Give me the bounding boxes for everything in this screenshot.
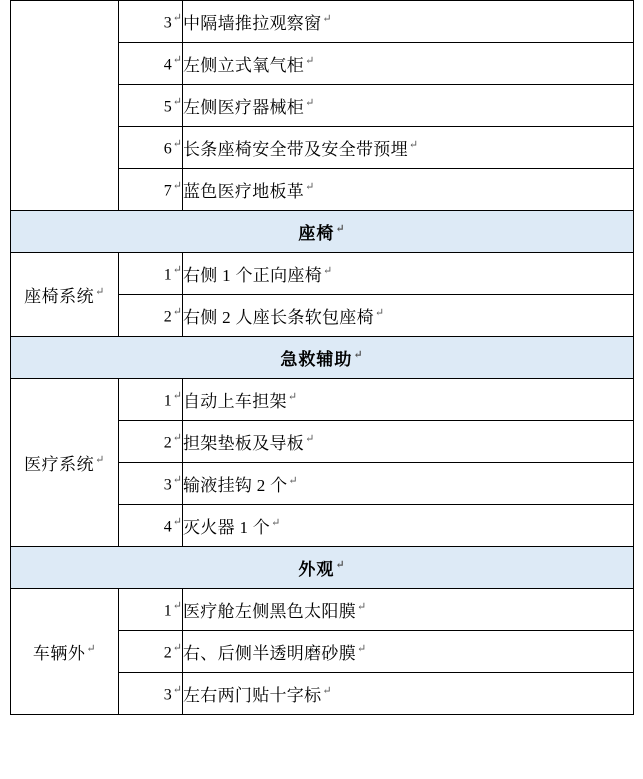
item-description: 左侧立式氧气柜↵ — [183, 43, 634, 85]
mark-icon: ↵ — [357, 643, 367, 656]
item-description: 担架垫板及导板↵ — [183, 421, 634, 463]
specification-table — [10, 0, 634, 715]
mark-icon: ↵ — [305, 97, 315, 110]
mark-icon: ↵ — [288, 475, 298, 488]
item-number: 1↵ — [119, 253, 183, 295]
item-number: 3↵ — [119, 673, 183, 715]
section-header-row — [11, 211, 634, 253]
item-description: 长条座椅安全带及安全带预埋↵ — [183, 127, 634, 169]
mark-icon: ↵ — [172, 137, 182, 150]
category-cell-blank — [11, 1, 119, 211]
mark-icon: ↵ — [305, 433, 315, 446]
mark-icon: ↵ — [305, 55, 315, 68]
mark-icon: ↵ — [357, 601, 367, 614]
item-description: 蓝色医疗地板革↵ — [183, 169, 634, 211]
section-title: 急救辅助↵ — [11, 337, 634, 379]
item-number: 2↵ — [119, 421, 183, 463]
mark-icon: ↵ — [374, 307, 385, 320]
item-number: 6↵ — [119, 127, 183, 169]
item-description: 右、后侧半透明磨砂膜↵ — [183, 631, 634, 673]
section-header-row — [11, 337, 634, 379]
item-description: 右侧 1 个正向座椅↵ — [183, 253, 634, 295]
mark-icon: ↵ — [172, 683, 182, 696]
item-number: 4↵ — [119, 43, 183, 85]
mark-icon: ↵ — [172, 53, 182, 66]
mark-icon: ↵ — [322, 13, 332, 26]
mark-icon: ↵ — [335, 223, 346, 236]
mark-icon: ↵ — [172, 179, 182, 192]
mark-icon: ↵ — [172, 515, 182, 528]
item-description: 输液挂钩 2 个↵ — [183, 463, 634, 505]
mark-icon: ↵ — [322, 685, 332, 698]
mark-icon: ↵ — [172, 305, 182, 318]
mark-icon: ↵ — [172, 473, 182, 486]
mark-icon: ↵ — [271, 517, 281, 530]
mark-icon: ↵ — [323, 265, 333, 278]
table-row — [11, 589, 634, 631]
section-header-row — [11, 547, 634, 589]
mark-icon: ↵ — [335, 559, 346, 572]
mark-icon: ↵ — [408, 139, 419, 152]
table-row — [11, 253, 634, 295]
category-cell-medical: 医疗系统↵ — [11, 379, 119, 547]
table-row — [11, 379, 634, 421]
item-number: 1↵ — [119, 379, 183, 421]
table-row — [11, 1, 634, 43]
item-number: 1↵ — [119, 589, 183, 631]
mark-icon: ↵ — [172, 389, 182, 402]
mark-icon: ↵ — [287, 391, 298, 404]
section-title: 座椅↵ — [11, 211, 634, 253]
item-description: 中隔墙推拉观察窗↵ — [183, 1, 634, 43]
item-number: 4↵ — [119, 505, 183, 547]
mark-icon: ↵ — [172, 263, 182, 276]
mark-icon: ↵ — [172, 431, 182, 444]
mark-icon: ↵ — [172, 641, 182, 654]
section-title: 外观↵ — [11, 547, 634, 589]
mark-icon: ↵ — [86, 643, 97, 656]
item-number: 2↵ — [119, 295, 183, 337]
mark-icon: ↵ — [172, 11, 182, 24]
item-number: 2↵ — [119, 631, 183, 673]
mark-icon: ↵ — [95, 286, 105, 299]
item-description: 左右两门贴十字标↵ — [183, 673, 634, 715]
category-cell-seating: 座椅系统↵ — [11, 253, 119, 337]
mark-icon: ↵ — [353, 349, 364, 362]
item-number: 7↵ — [119, 169, 183, 211]
item-number: 3↵ — [119, 463, 183, 505]
table-body — [11, 1, 634, 715]
item-description: 自动上车担架↵ — [183, 379, 634, 421]
mark-icon: ↵ — [95, 454, 105, 467]
item-description: 灭火器 1 个↵ — [183, 505, 634, 547]
item-description: 右侧 2 人座长条软包座椅↵ — [183, 295, 634, 337]
item-number: 5↵ — [119, 85, 183, 127]
mark-icon: ↵ — [172, 95, 182, 108]
item-description: 医疗舱左侧黑色太阳膜↵ — [183, 589, 634, 631]
item-description: 左侧医疗器械柜↵ — [183, 85, 634, 127]
category-cell-exterior: 车辆外↵ — [11, 589, 119, 715]
mark-icon: ↵ — [172, 599, 182, 612]
item-number: 3↵ — [119, 1, 183, 43]
mark-icon: ↵ — [305, 181, 315, 194]
